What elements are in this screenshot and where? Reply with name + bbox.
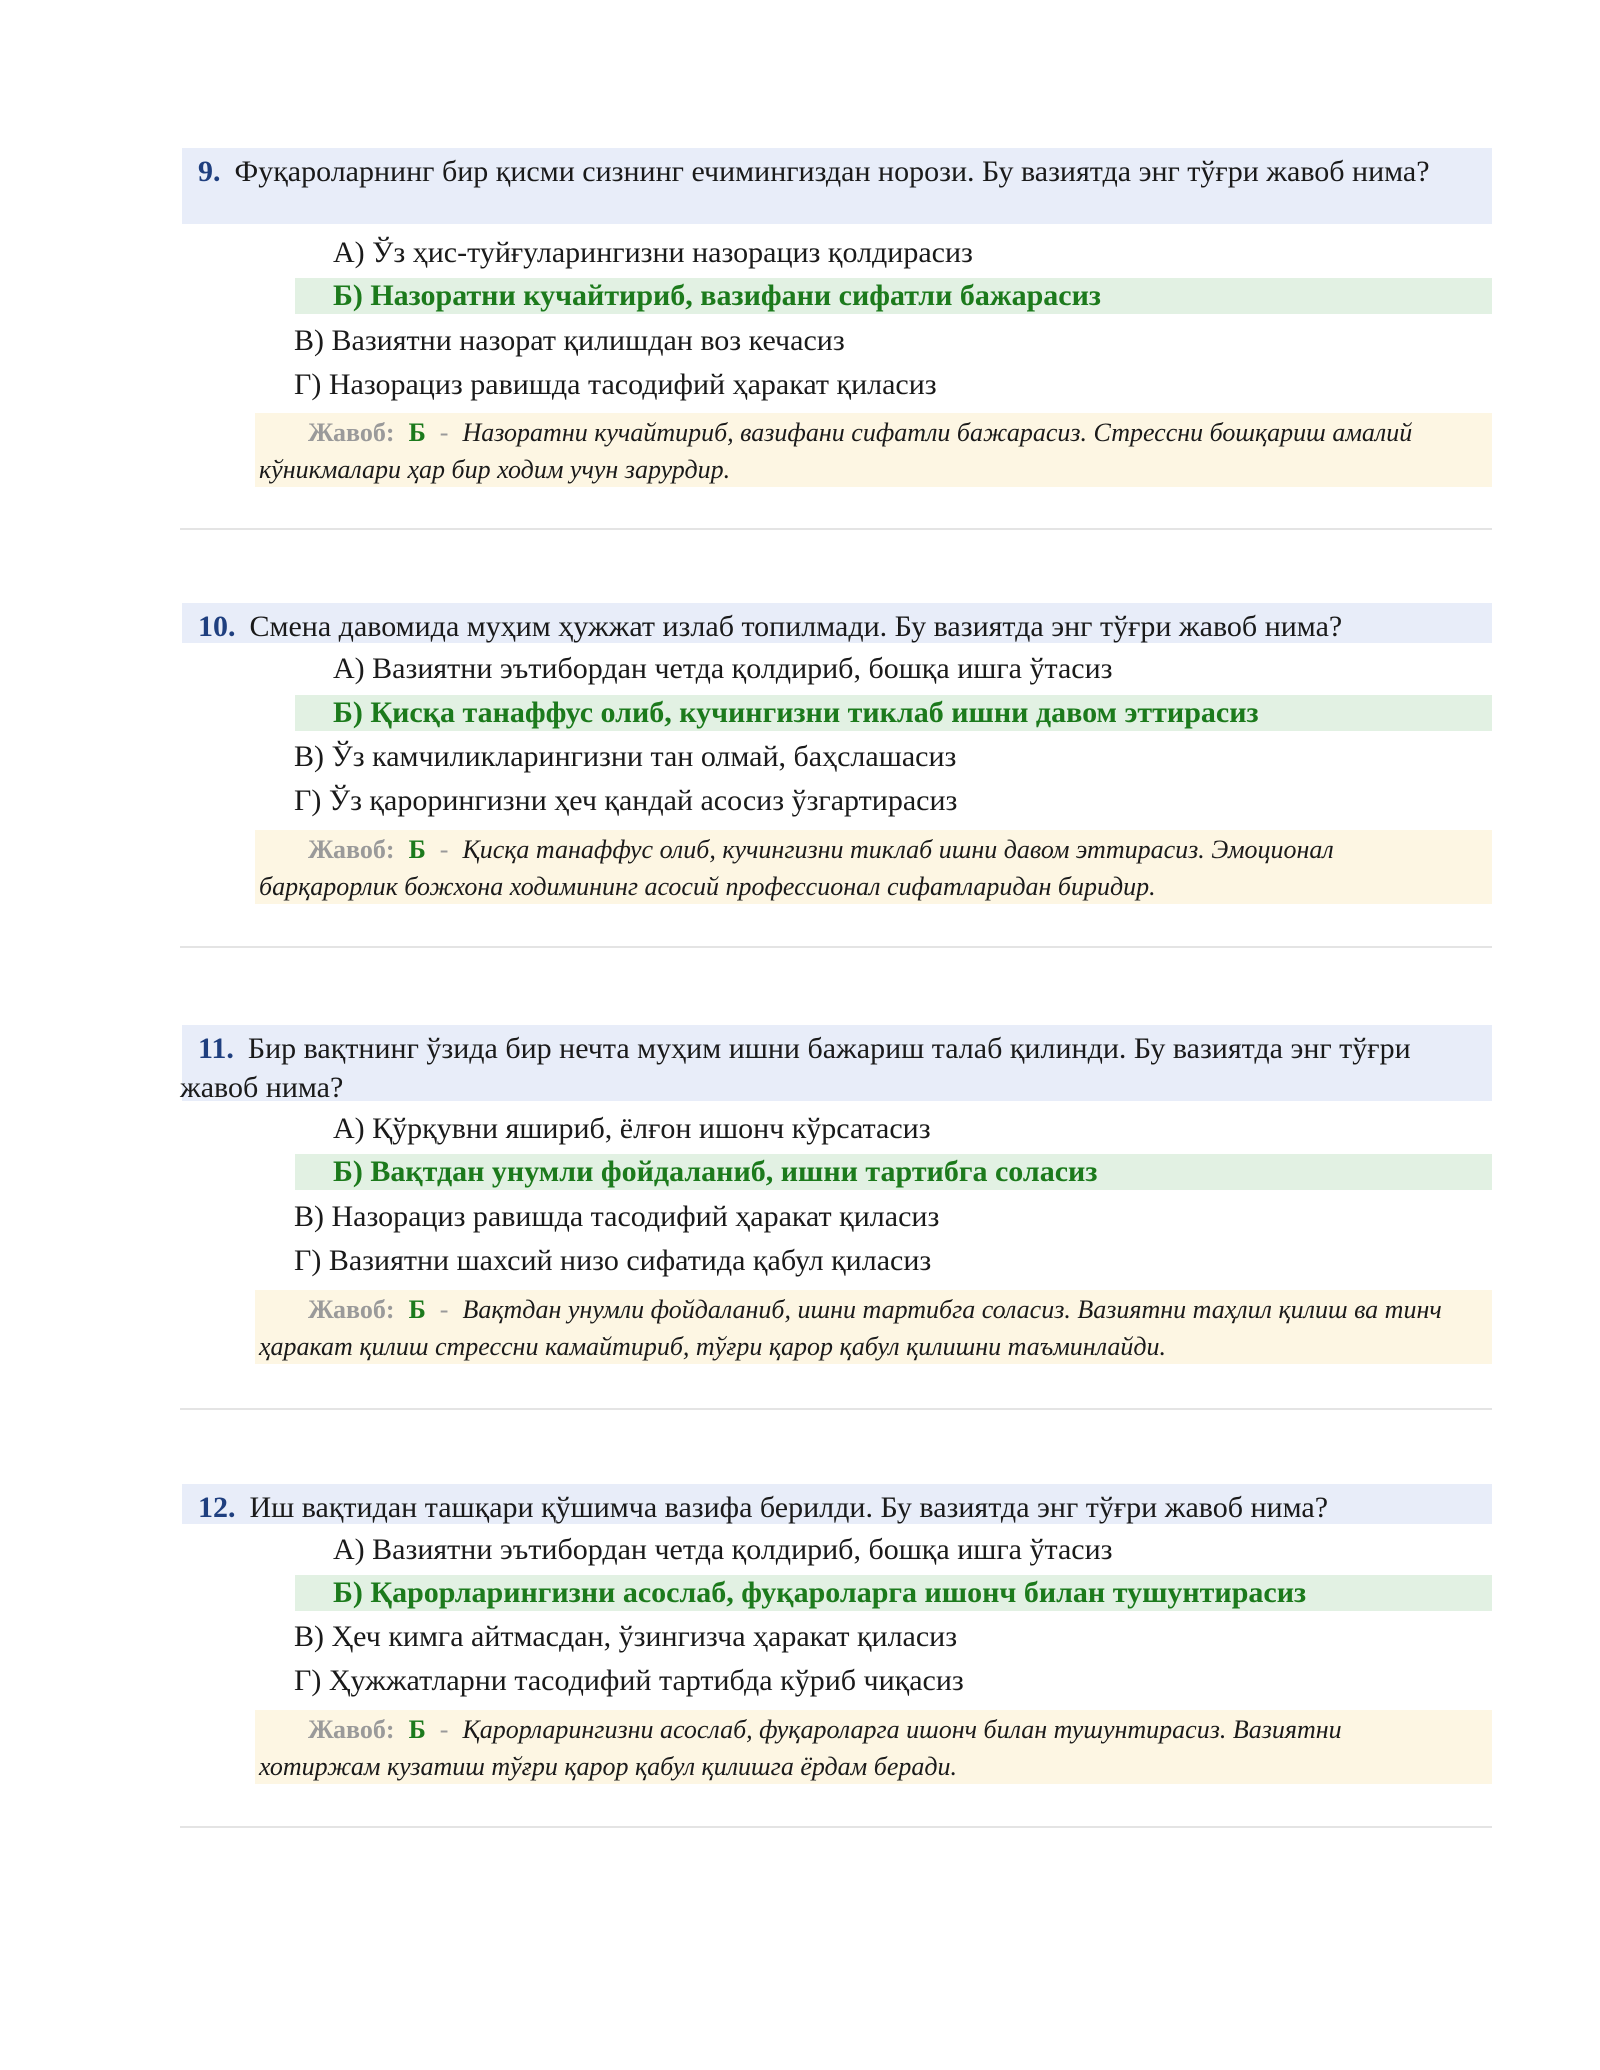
divider bbox=[180, 946, 1492, 948]
option-a: А) Қўрқувни яшириб, ёлғон ишонч кўрсатасиз bbox=[333, 1112, 931, 1145]
option-d: Г) Ўз қарорингизни ҳеч қандай асосиз ўзгартирасиз bbox=[294, 784, 958, 817]
answer-text: Вақтдан унумли фойдаланиб, ишни тартибга соласиз. Вазиятни таҳлил қилиш ва тинч ҳаракат қилиш стрессни камайтириб, тўғри қарор қабул қилишни таъминлайди. bbox=[259, 1295, 1442, 1361]
divider bbox=[180, 1826, 1492, 1828]
option-c: В) Назорациз равишда тасодифий ҳаракат қиласиз bbox=[294, 1200, 940, 1233]
answer-dash: - bbox=[439, 835, 449, 864]
answer-explanation bbox=[259, 1711, 1459, 1785]
answer-label: Жавоб: bbox=[308, 835, 395, 864]
option-a: А) Ўз ҳис-туйғуларингизни назорациз қолдирасиз bbox=[333, 236, 973, 269]
answer-explanation bbox=[259, 1291, 1459, 1365]
answer-text: Қарорларингизни асослаб, фуқароларга ишонч билан тушунтирасиз. Вазиятни хотиржам кузатиш тўғри қарор қабул қилишга ёрдам беради. bbox=[259, 1715, 1342, 1781]
option-d: Г) Назорациз равишда тасодифий ҳаракат қиласиз bbox=[294, 368, 937, 401]
divider bbox=[180, 528, 1492, 530]
option-b-correct: Б) Қисқа танаффус олиб, кучингизни тиклаб ишни давом эттирасиз bbox=[333, 696, 1259, 729]
option-d: Г) Ҳужжатларни тасодифий тартибда кўриб чиқасиз bbox=[294, 1664, 964, 1697]
option-c: В) Ҳеч кимга айтмасдан, ўзингизча ҳаракат қиласиз bbox=[294, 1620, 958, 1653]
answer-letter: Б bbox=[408, 1715, 426, 1744]
answer-text: Назоратни кучайтириб, вазифани сифатли бажарасиз. Стрессни бошқариш амалий кўникмалари ҳар бир ходим учун зарурдир. bbox=[259, 418, 1413, 484]
question-number: 11. bbox=[198, 1032, 234, 1065]
question-prompt: Фуқароларнинг бир қисми сизнинг ечимингиздан норози. Бу вазиятда энг тўғри жавоб нима? bbox=[234, 155, 1430, 188]
answer-dash: - bbox=[439, 1295, 449, 1324]
question-number: 10. bbox=[198, 610, 236, 643]
option-b-correct: Б) Вақтдан унумли фойдаланиб, ишни тартибга соласиз bbox=[333, 1155, 1098, 1188]
question-text bbox=[180, 607, 1470, 646]
divider bbox=[180, 1408, 1492, 1410]
answer-text: Қисқа танаффус олиб, кучингизни тиклаб ишни давом эттирасиз. Эмоционал барқарорлик божхона ходимининг асосий профессионал сифатларидан биридир. bbox=[259, 835, 1334, 901]
answer-letter: Б bbox=[408, 1295, 426, 1324]
answer-label: Жавоб: bbox=[308, 1715, 395, 1744]
question-prompt: Бир вақтнинг ўзида бир нечта муҳим ишни бажариш талаб қилинди. Бу вазиятда энг тўғри жавоб нима? bbox=[180, 1032, 1411, 1104]
option-b-correct: Б) Қарорларингизни асослаб, фуқароларга ишонч билан тушунтирасиз bbox=[333, 1576, 1307, 1609]
option-c: В) Вазиятни назорат қилишдан воз кечасиз bbox=[294, 324, 845, 357]
answer-label: Жавоб: bbox=[308, 1295, 395, 1324]
question-number: 12. bbox=[198, 1491, 236, 1524]
answer-dash: - bbox=[439, 1715, 449, 1744]
option-a: А) Вазиятни эътибордан четда қолдириб, бошқа ишга ўтасиз bbox=[333, 1533, 1113, 1566]
question-text bbox=[180, 152, 1470, 191]
question-prompt: Иш вақтидан ташқари қўшимча вазифа берилди. Бу вазиятда энг тўғри жавоб нима? bbox=[249, 1491, 1329, 1524]
option-d: Г) Вазиятни шахсий низо сифатида қабул қиласиз bbox=[294, 1244, 932, 1277]
answer-dash: - bbox=[439, 418, 449, 447]
option-b-correct: Б) Назоратни кучайтириб, вазифани сифатли бажарасиз bbox=[333, 279, 1101, 312]
answer-explanation bbox=[259, 831, 1459, 905]
answer-explanation bbox=[259, 414, 1459, 488]
question-prompt: Смена давомида муҳим ҳужжат излаб топилмади. Бу вазиятда энг тўғри жавоб нима? bbox=[249, 610, 1343, 643]
option-a: А) Вазиятни эътибордан четда қолдириб, бошқа ишга ўтасиз bbox=[333, 652, 1113, 685]
answer-label: Жавоб: bbox=[308, 418, 395, 447]
option-c: В) Ўз камчиликларингизни тан олмай, баҳслашасиз bbox=[294, 740, 957, 773]
question-text bbox=[180, 1029, 1470, 1107]
question-number: 9. bbox=[198, 155, 221, 188]
answer-letter: Б bbox=[408, 835, 426, 864]
question-text bbox=[180, 1488, 1470, 1527]
answer-letter: Б bbox=[408, 418, 426, 447]
